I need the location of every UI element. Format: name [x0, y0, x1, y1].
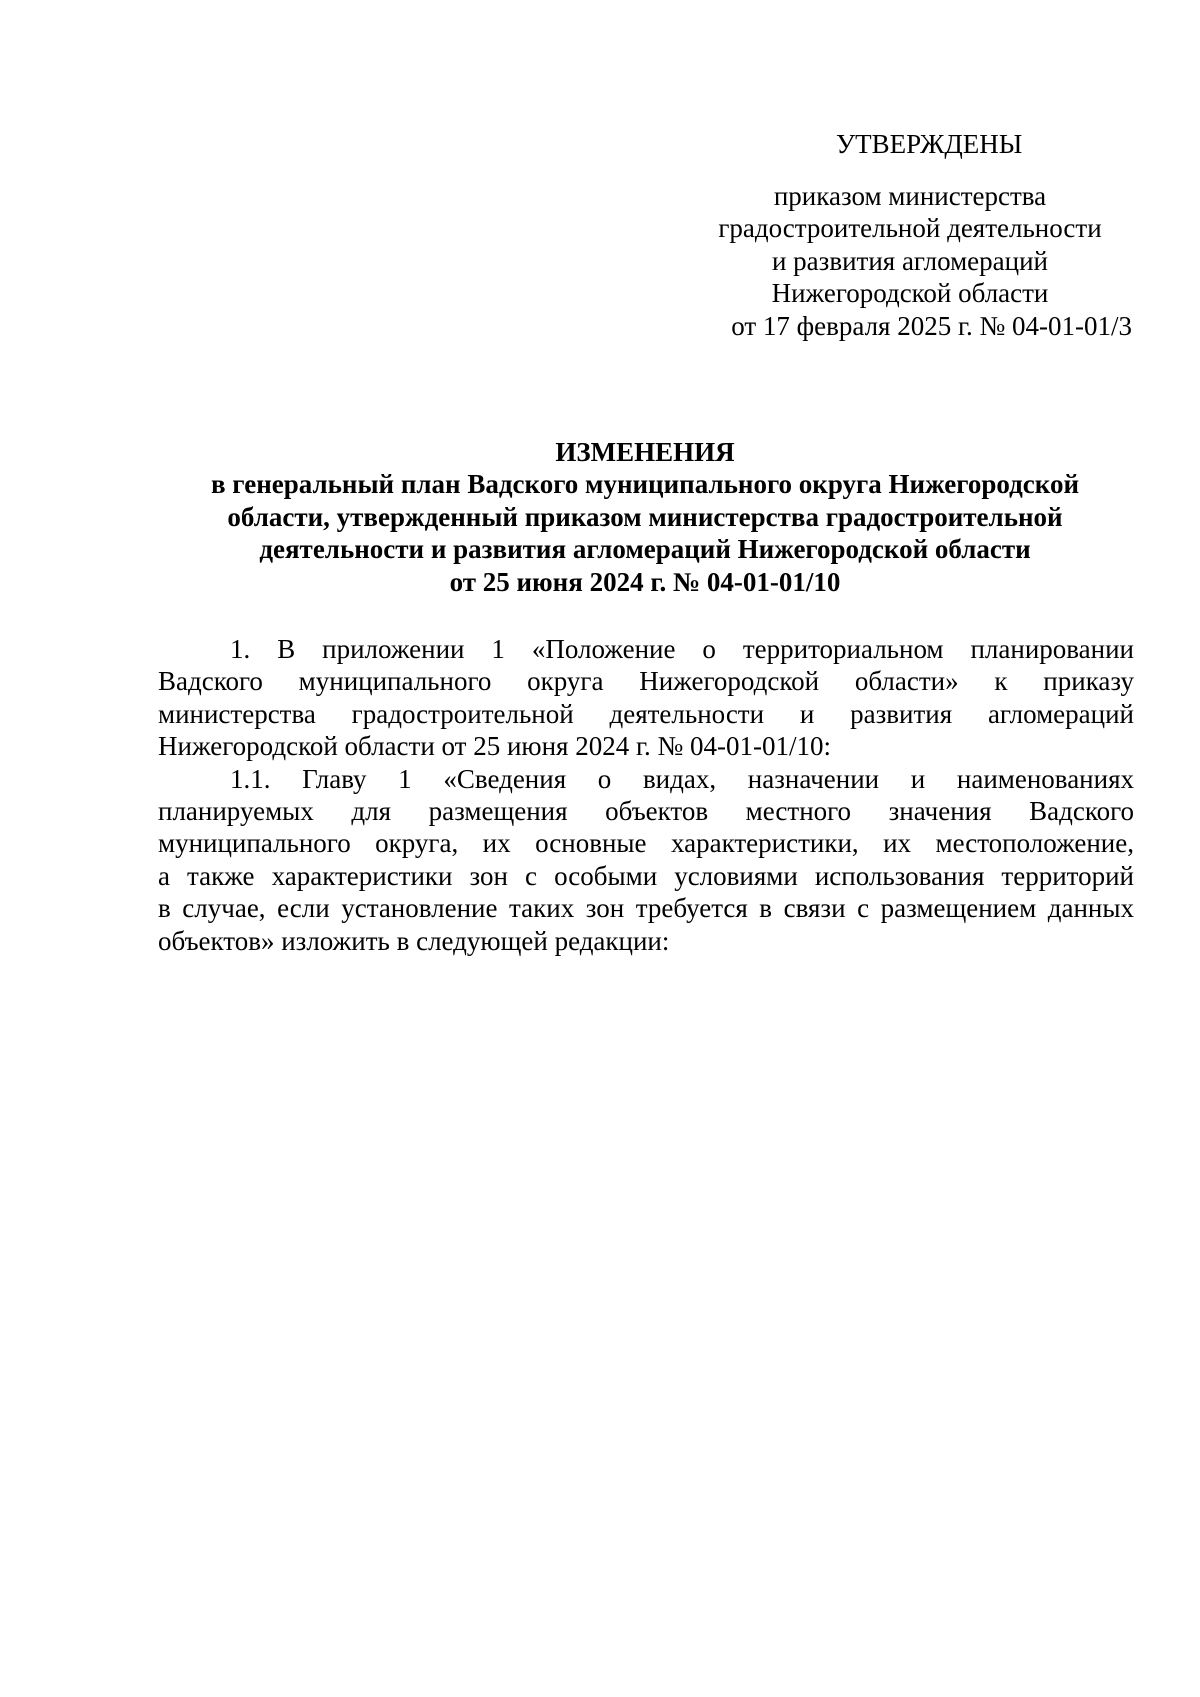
approval-line: и развития агломераций — [771, 245, 1048, 276]
paragraph-line: планируемых для размещения объектов местного значения Вадского — [158, 796, 1134, 827]
approval-title: УТВЕРЖДЕНЫ — [836, 129, 1023, 159]
paragraph-line: в случае, если установление таких зон требуется в связи с размещением данных — [158, 893, 1134, 924]
paragraph-line: Вадского муниципального округа Нижегородской области» к приказу — [158, 666, 1134, 697]
approval-order-date-number: от 17 февраля 2025 г. № 04-01-01/3 — [731, 310, 1132, 341]
approval-line: градостроительной деятельности — [718, 213, 1102, 244]
paragraph-line: 1.1. Главу 1 «Сведения о видах, назначении и наименованиях — [230, 763, 1134, 794]
document-heading — [150, 436, 1140, 598]
paragraph-line: министерства градостроительной деятельности и развития агломераций — [158, 698, 1134, 729]
heading-line: в генеральный план Вадского муниципального округа Нижегородской — [210, 469, 1080, 500]
paragraph-line: объектов» изложить в следующей редакции: — [158, 925, 670, 956]
paragraph-line: а также характеристики зон с особыми условиями использования территорий — [158, 860, 1134, 891]
paragraph-1 — [158, 633, 1134, 763]
heading-title: ИЗМЕНЕНИЯ — [555, 437, 735, 467]
paragraph-1-1 — [158, 763, 1134, 957]
heading-line: области, утвержденный приказом министерства градостроительной — [227, 501, 1063, 532]
paragraph-line: 1. В приложении 1 «Положение о территориальном планировании — [230, 634, 1134, 664]
paragraph-line: Нижегородской области от 25 июня 2024 г. № 04-01-01/10: — [158, 731, 831, 762]
heading-line: деятельности и развития агломераций Нижегородской области — [259, 534, 1031, 565]
approval-line: приказом министерства — [773, 181, 1047, 211]
approval-block — [680, 180, 1140, 342]
document-body — [158, 633, 1134, 957]
approval-line: Нижегородской области — [771, 278, 1049, 309]
paragraph-line: муниципального округа, их основные характеристики, их местоположение, — [158, 828, 1134, 859]
heading-line: от 25 июня 2024 г. № 04-01-01/10 — [449, 566, 841, 597]
